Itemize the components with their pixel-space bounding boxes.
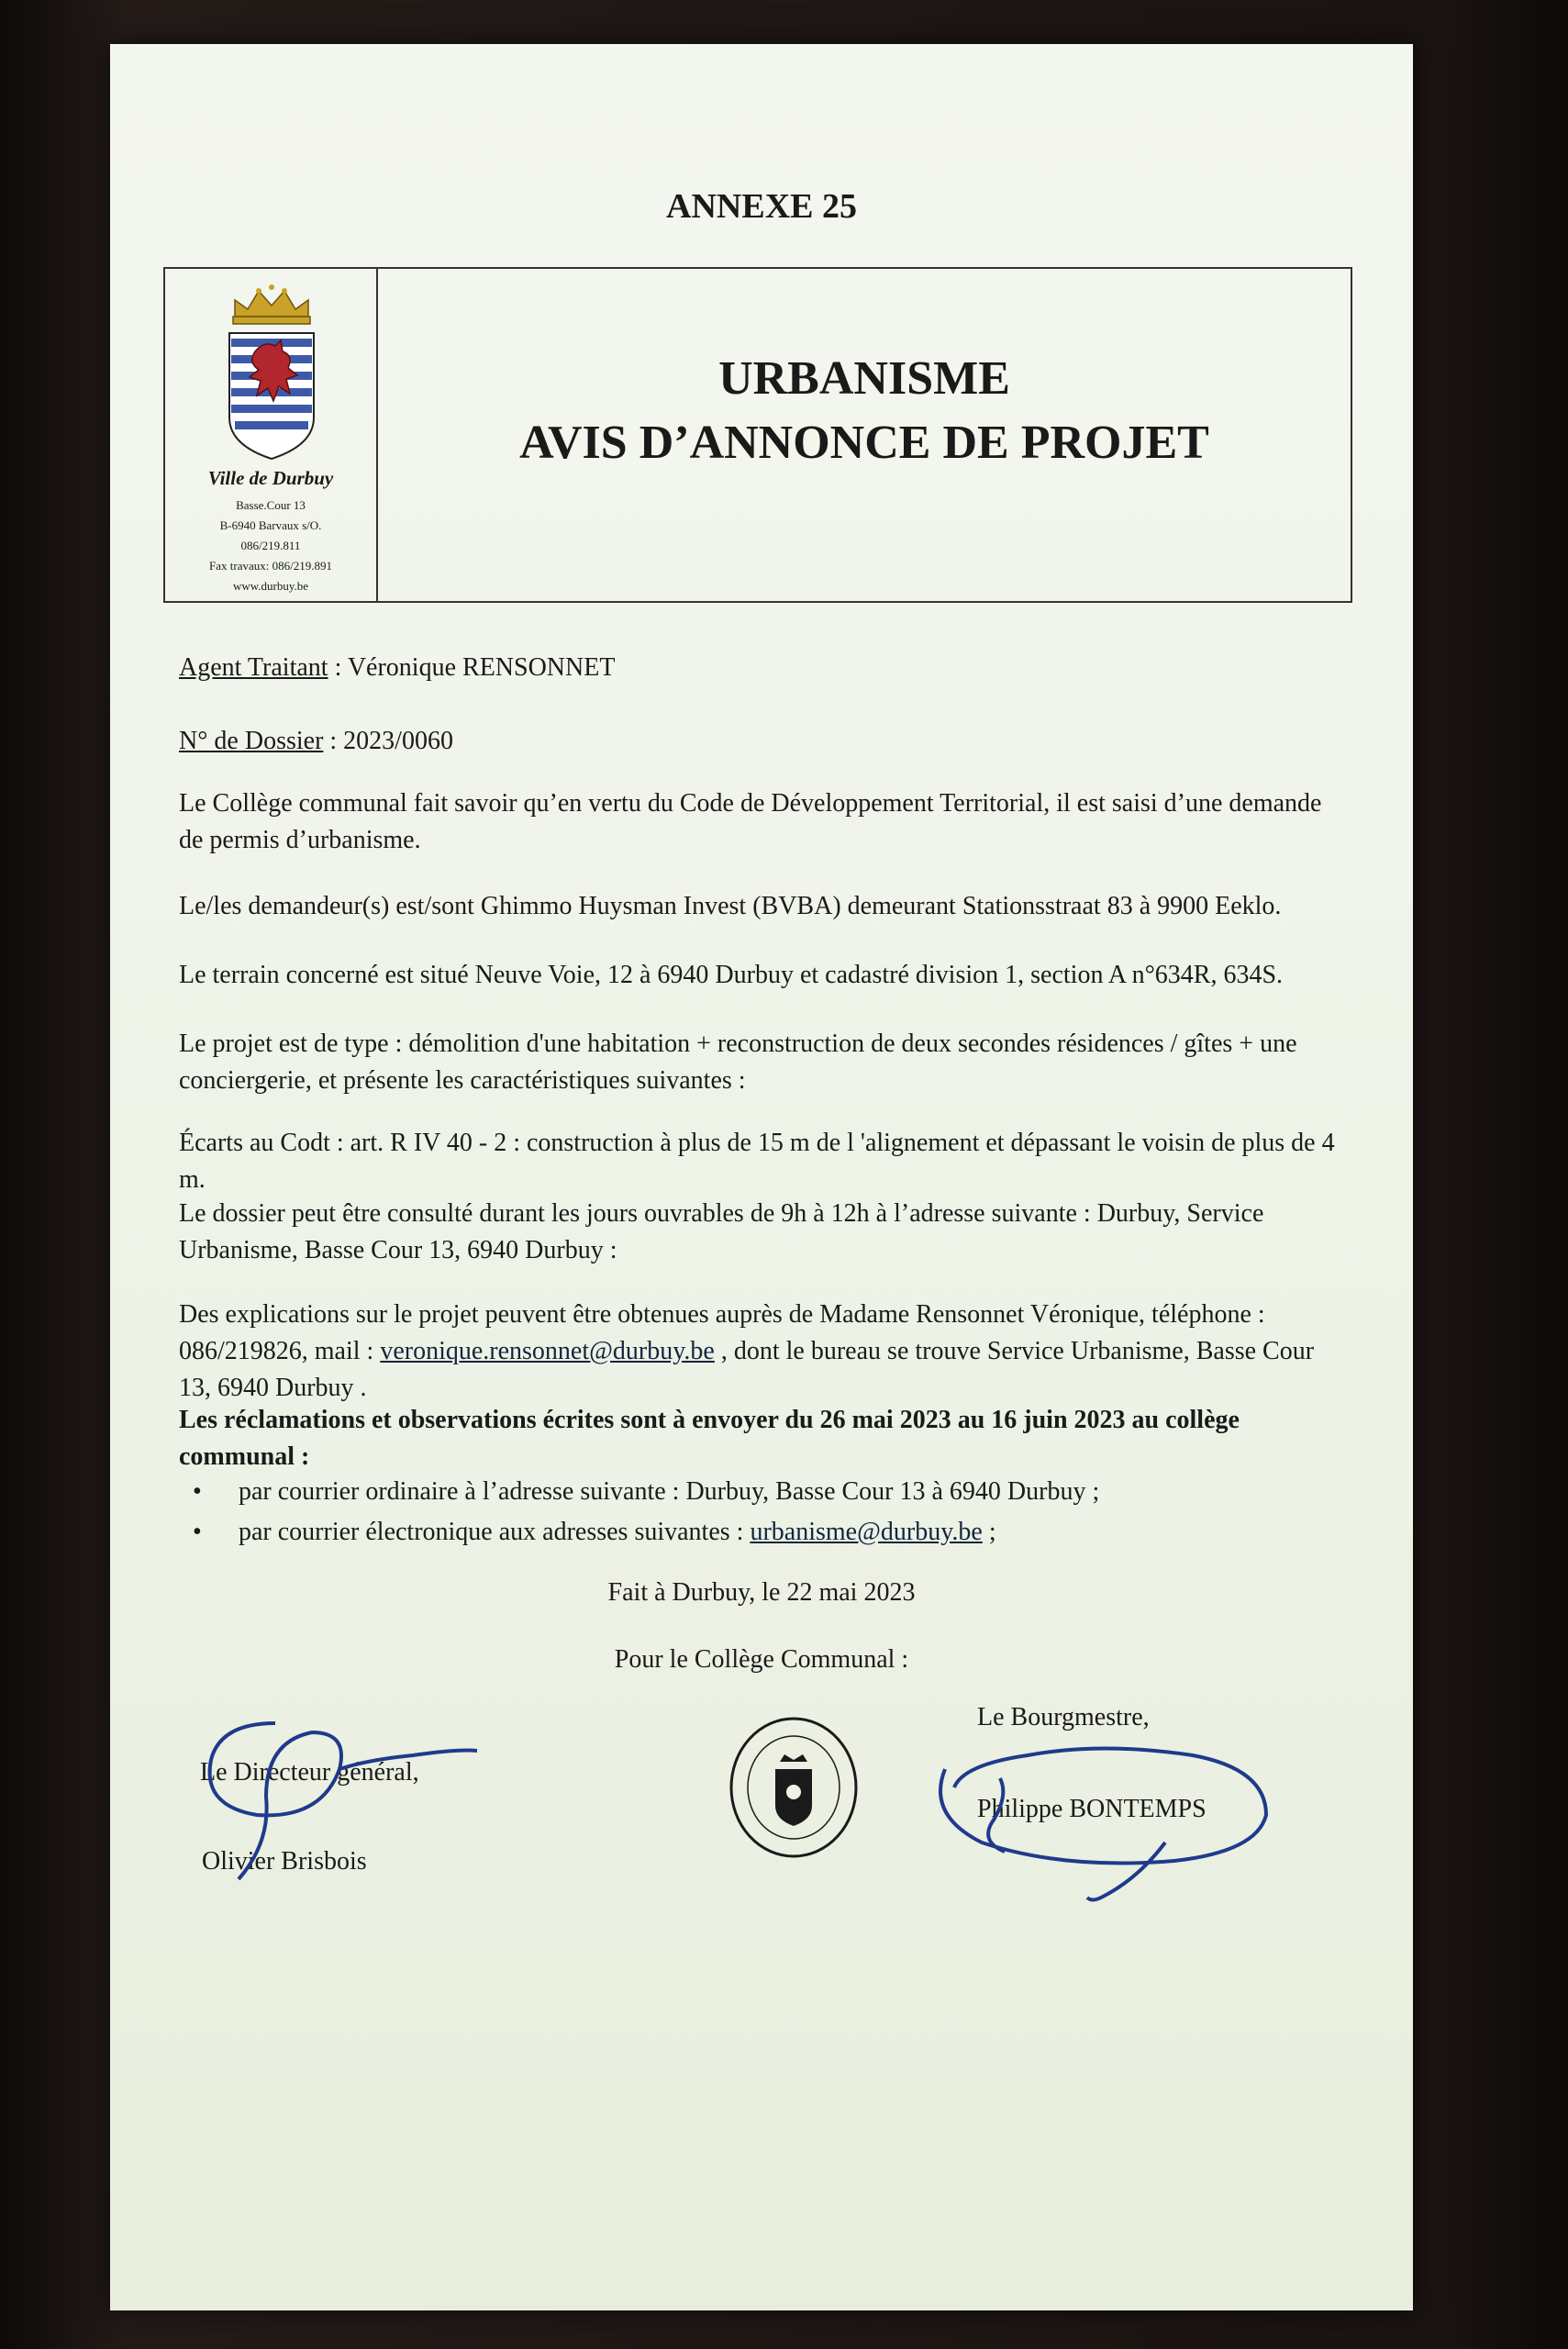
terrain-paragraph: Le terrain concerné est situé Neuve Voie, 12 à 6940 Durbuy et cadastré division 1, section A n°634R, 634S. [179,961,1284,989]
bullet-text-end: ; [982,1518,996,1546]
projet-paragraph: Le projet est de type : démolition d'une habitation + reconstruction de deux secondes résidences / gîtes + une conciergerie, et présente les caractéristiques suivantes : [179,1030,1297,1095]
title-avis: AVIS D’ANNONCE DE PROJET [519,417,1209,469]
address-line: B-6940 Barvaux s/O. [219,518,322,532]
title-urbanisme: URBANISME [718,352,1010,405]
intro-paragraph: Le Collège communal fait savoir qu’en vertu du Code de Développement Territorial, il est saisi d’une demande de permis d’urbanisme. [179,789,1322,854]
bullet-text: par courrier électronique aux adresses suivantes : [239,1518,751,1546]
explications-text: Des explications sur le projet peuvent être obtenues auprès de Madame Rensonnet Véronique, téléphone : 086/219826, mail : [179,1300,1265,1365]
bullet-text: par courrier ordinaire à l’adresse suivante : Durbuy, Basse Cour 13 à 6940 Durbuy ; [239,1477,1100,1506]
title-block [378,269,1351,601]
directeur-title: Le Directeur général, [200,1758,419,1787]
bullet-email [193,1518,1340,1547]
pour-le-college: Pour le Collège Communal : [614,1645,909,1674]
dossier-value: : 2023/0060 [329,727,453,755]
agent-label: Agent Traitant [179,653,328,682]
notice-sheet [110,44,1413,2310]
address-line: www.durbuy.be [232,579,309,593]
annexe-label: ANNEXE 25 [666,187,857,226]
agent-line [179,650,1344,686]
ville-name: Ville de Durbuy [207,467,334,489]
address-line: Fax travaux: 086/219.891 [209,559,332,573]
consult-paragraph: Le dossier peut être consulté durant les jours ouvrables de 9h à 12h à l’adresse suivante : Durbuy, Service Urbanisme, Basse Cour 13, 6940 Durbuy : [179,1199,1264,1264]
dossier-label: N° de Dossier [179,727,324,755]
dossier-line [179,723,1344,760]
explications-text-end: , dont le bureau se trouve Service Urbanisme, Basse Cour 13, 6940 Durbuy . [179,1337,1315,1402]
bourgmestre-title: Le Bourgmestre, [977,1703,1150,1731]
directeur-name: Olivier Brisbois [202,1847,367,1876]
address-line: 086/219.811 [240,539,301,552]
ecarts-paragraph: Écarts au Codt : art. R IV 40 - 2 : construction à plus de 15 m de l 'alignement et dépassant le voisin de plus de 4 m. [179,1129,1335,1194]
reclamations-paragraph: Les réclamations et observations écrites sont à envoyer du 26 mai 2023 au 16 juin 2023 au collège communal : [179,1406,1240,1471]
address-line: Basse.Cour 13 [236,498,306,512]
demandeur-paragraph: Le/les demandeur(s) est/sont Ghimmo Huysman Invest (BVBA) demeurant Stationsstraat 83 à 9900 Eeklo. [179,892,1282,920]
bullet-icon: • [193,1518,202,1546]
bullet-icon: • [193,1477,202,1506]
communal-stamp [725,1714,862,1861]
fait-a-durbuy: Fait à Durbuy, le 22 mai 2023 [607,1578,916,1607]
header-box [163,267,1352,603]
bourgmestre-signature [917,1714,1303,1953]
explications-paragraph [179,1297,1344,1407]
urbanisme-email-link[interactable]: urbanisme@durbuy.be [750,1518,983,1546]
agent-value: : Véronique RENSONNET [334,653,616,682]
contact-email-link[interactable]: veronique.rensonnet@durbuy.be [380,1337,715,1365]
durbuy-crest-icon [217,280,327,463]
municipality-block [165,269,378,601]
bullet-courrier [193,1477,1340,1507]
bourgmestre-name: Philippe BONTEMPS [977,1795,1207,1823]
